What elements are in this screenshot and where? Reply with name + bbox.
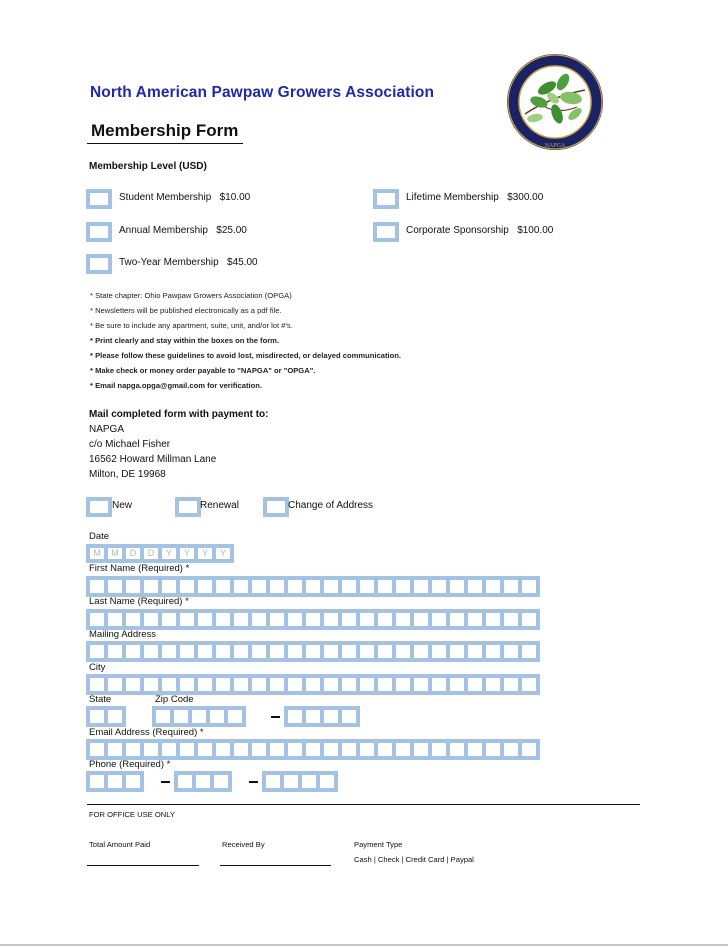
change-of-address-label: Change of Address bbox=[288, 500, 374, 511]
character-box[interactable] bbox=[122, 771, 144, 792]
character-box[interactable] bbox=[224, 706, 246, 727]
character-box[interactable] bbox=[210, 771, 232, 792]
annual-membership-checkbox[interactable] bbox=[86, 222, 112, 242]
annual-membership-label: Annual Membership $25.00 bbox=[119, 225, 247, 236]
character-box[interactable] bbox=[518, 576, 540, 597]
form-title: Membership Form bbox=[91, 121, 239, 140]
renewal-checkbox[interactable] bbox=[175, 497, 201, 517]
mailing-address-input[interactable] bbox=[86, 641, 540, 662]
character-box[interactable] bbox=[518, 674, 540, 695]
payment-type-label: Payment Type bbox=[354, 840, 403, 849]
date-digit-box[interactable]: Y bbox=[176, 544, 198, 563]
date-input[interactable] bbox=[86, 544, 234, 565]
character-box[interactable] bbox=[338, 706, 360, 727]
zip-plus4-input[interactable] bbox=[284, 706, 360, 727]
new-label: New bbox=[112, 500, 133, 511]
payment-type-options: Cash | Check | Credit Card | Paypal bbox=[354, 855, 474, 864]
new-checkbox[interactable] bbox=[86, 497, 112, 517]
note-item: * Print clearly and stay within the boxes on the form. bbox=[90, 336, 280, 345]
note-item: * Be sure to include any apartment, suite, unit, and/or lot #'s. bbox=[90, 321, 293, 330]
character-box[interactable] bbox=[518, 739, 540, 760]
napga-logo bbox=[505, 52, 605, 152]
phone-dash bbox=[249, 781, 258, 783]
phone-dash bbox=[161, 781, 170, 783]
first-name-label: First Name (Required) * bbox=[89, 563, 190, 574]
mail-to-heading: Mail completed form with payment to: bbox=[89, 409, 269, 420]
date-digit-box[interactable]: Y bbox=[212, 544, 234, 563]
lifetime-membership-checkbox[interactable] bbox=[373, 189, 399, 209]
character-box[interactable] bbox=[518, 641, 540, 662]
city-input[interactable] bbox=[86, 674, 540, 695]
mail-to-line: c/o Michael Fisher bbox=[89, 439, 171, 450]
student-membership-checkbox[interactable] bbox=[86, 189, 112, 209]
note-item: * Email napga.opga@gmail.com for verification. bbox=[90, 381, 262, 390]
note-item: * Newsletters will be published electronically as a pdf file. bbox=[90, 306, 282, 315]
organization-name: North American Pawpaw Growers Association bbox=[90, 84, 435, 101]
corporate-sponsorship-label: Corporate Sponsorship $100.00 bbox=[406, 225, 554, 236]
title-underline bbox=[87, 143, 243, 144]
email-input[interactable] bbox=[86, 739, 540, 760]
character-box[interactable] bbox=[518, 609, 540, 630]
date-digit-box[interactable]: M bbox=[86, 544, 108, 563]
first-name-input[interactable] bbox=[86, 576, 540, 597]
character-box[interactable] bbox=[316, 771, 338, 792]
note-item: * Please follow these guidelines to avoid lost, misdirected, or delayed communication. bbox=[90, 351, 401, 360]
email-label: Email Address (Required) * bbox=[89, 727, 204, 738]
mail-to-line: 16562 Howard Millman Lane bbox=[89, 454, 217, 465]
change-of-address-checkbox[interactable] bbox=[263, 497, 289, 517]
corporate-sponsorship-checkbox[interactable] bbox=[373, 222, 399, 242]
date-digit-box[interactable]: D bbox=[122, 544, 144, 563]
received-by-label: Received By bbox=[222, 840, 265, 849]
date-digit-box[interactable]: Y bbox=[194, 544, 216, 563]
phone-label: Phone (Required) * bbox=[89, 759, 171, 770]
office-divider bbox=[87, 804, 640, 805]
membership-heading: Membership Level (USD) bbox=[89, 161, 207, 172]
date-digit-box[interactable]: D bbox=[140, 544, 162, 563]
last-name-input[interactable] bbox=[86, 609, 540, 630]
phone-area-code-input[interactable] bbox=[86, 771, 144, 792]
date-label: Date bbox=[89, 531, 110, 542]
date-digit-box[interactable]: Y bbox=[158, 544, 180, 563]
city-label: City bbox=[89, 662, 106, 673]
zip-dash bbox=[271, 716, 280, 718]
total-amount-paid-line[interactable] bbox=[87, 865, 199, 866]
state-input[interactable] bbox=[86, 706, 126, 727]
student-membership-label: Student Membership $10.00 bbox=[119, 192, 251, 203]
mail-to-line: NAPGA bbox=[89, 424, 125, 435]
office-use-heading: FOR OFFICE USE ONLY bbox=[89, 810, 175, 819]
state-label: State bbox=[89, 694, 112, 705]
mailing-address-label: Mailing Address bbox=[89, 629, 157, 640]
received-by-line[interactable] bbox=[220, 865, 331, 866]
last-name-label: Last Name (Required) * bbox=[89, 596, 189, 607]
mail-to-line: Milton, DE 19968 bbox=[89, 469, 166, 480]
total-amount-paid-label: Total Amount Paid bbox=[89, 840, 151, 849]
zip-code-label: Zip Code bbox=[155, 694, 194, 705]
note-item: * State chapter: Ohio Pawpaw Growers Association (OPGA) bbox=[90, 291, 292, 300]
page-bottom-border bbox=[0, 944, 728, 946]
lifetime-membership-label: Lifetime Membership $300.00 bbox=[406, 192, 544, 203]
date-digit-box[interactable]: M bbox=[104, 544, 126, 563]
zip-code-input[interactable] bbox=[152, 706, 246, 727]
two-year-membership-label: Two-Year Membership $45.00 bbox=[119, 257, 258, 268]
renewal-label: Renewal bbox=[200, 500, 239, 511]
character-box[interactable] bbox=[104, 706, 126, 727]
logo-acronym: NAPGA bbox=[544, 143, 566, 149]
phone-prefix-input[interactable] bbox=[174, 771, 232, 792]
two-year-membership-checkbox[interactable] bbox=[86, 254, 112, 274]
note-item: * Make check or money order payable to "NAPGA" or "OPGA". bbox=[90, 366, 316, 375]
phone-line-input[interactable] bbox=[262, 771, 338, 792]
